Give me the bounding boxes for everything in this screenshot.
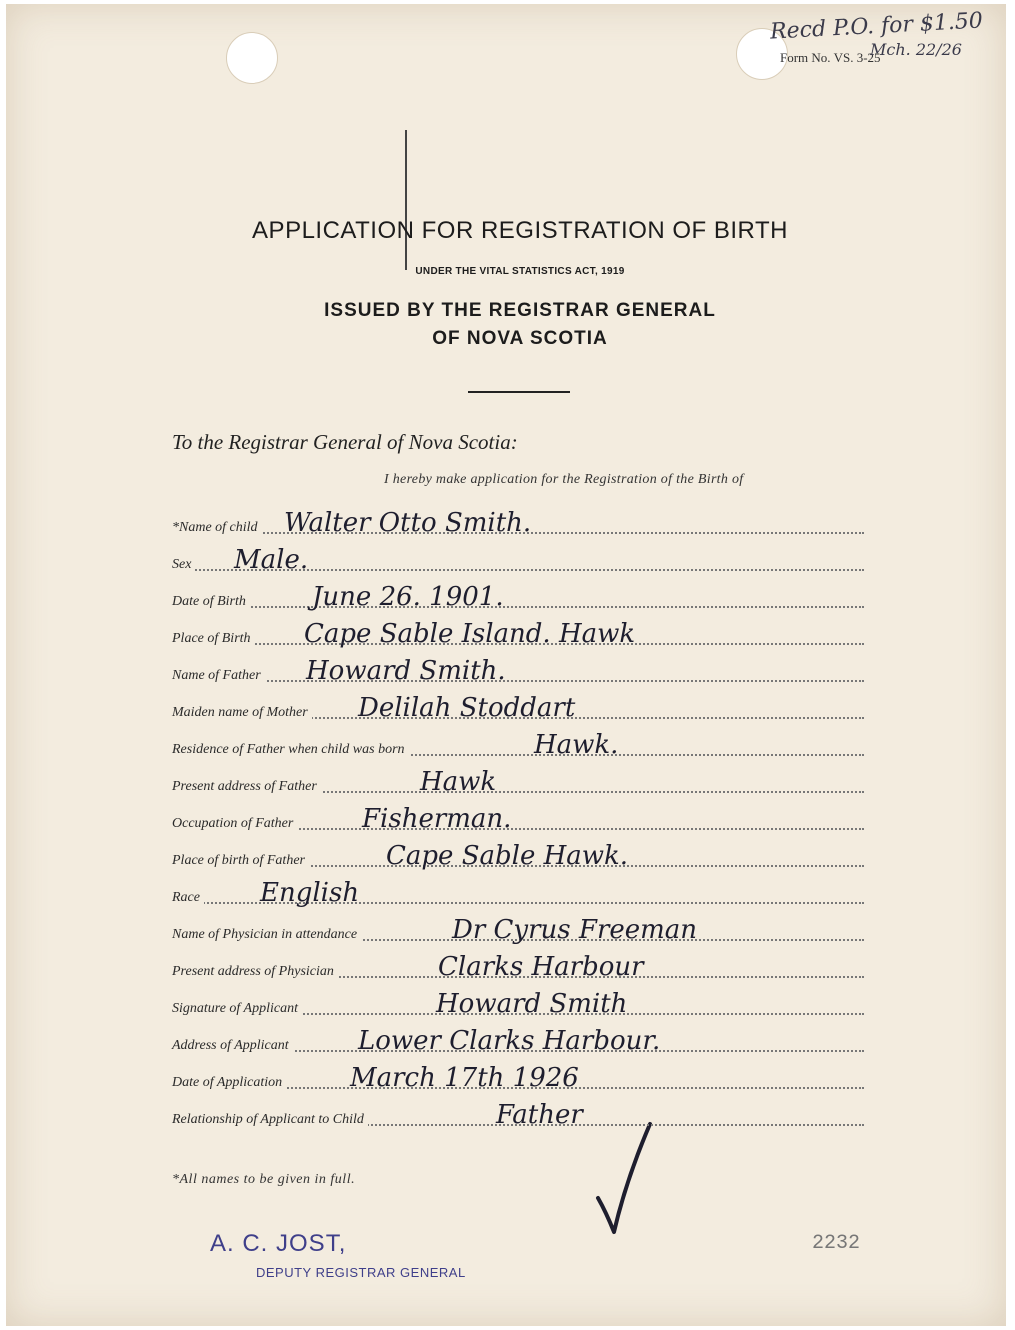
field-label: *Name of child xyxy=(172,520,262,536)
registrar-stamp-name: A. C. JOST, xyxy=(210,1230,347,1257)
field-value: Dr Cyrus Freeman xyxy=(452,915,698,945)
field-value: Hawk. xyxy=(534,730,619,760)
field-label: Address of Applicant xyxy=(172,1038,293,1054)
handwritten-payment-note: Recd P.O. for $1.50 xyxy=(769,8,984,45)
field-value: Clarks Harbour xyxy=(438,952,644,982)
intro-text: I hereby make application for the Registration of the Birth of xyxy=(384,472,744,487)
field-value: Delilah Stoddart xyxy=(358,693,576,723)
checkmark-icon xyxy=(592,1120,662,1240)
field-value: Fisherman. xyxy=(362,804,512,834)
field-label: Maiden name of Mother xyxy=(172,705,312,721)
field-label: Present address of Physician xyxy=(172,964,338,980)
field-value: Cape Sable Hawk. xyxy=(386,841,629,871)
field-label: Race xyxy=(172,890,204,906)
field-label: Date of Birth xyxy=(172,594,250,610)
field-date-of-birth xyxy=(172,582,864,612)
field-line xyxy=(172,680,864,682)
field-label: Name of Physician in attendance xyxy=(172,927,361,943)
field-value: Father xyxy=(496,1100,583,1130)
field-present-address-of-physician xyxy=(172,952,864,982)
field-label: Residence of Father when child was born xyxy=(172,742,409,758)
footnote: *All names to be given in full. xyxy=(172,1172,356,1187)
field-label: Date of Application xyxy=(172,1075,286,1091)
field-name-of-physician xyxy=(172,915,864,945)
field-address-of-applicant xyxy=(172,1026,864,1056)
field-value: June 26. 1901. xyxy=(312,582,504,612)
registrar-stamp-title: DEPUTY REGISTRAR GENERAL xyxy=(256,1265,466,1280)
field-label: Signature of Applicant xyxy=(172,1001,302,1017)
field-label: Present address of Father xyxy=(172,779,321,795)
issuer-line-2: OF NOVA SCOTIA xyxy=(432,328,608,349)
punch-hole-left xyxy=(226,32,278,84)
field-label: Place of Birth xyxy=(172,631,255,647)
field-label: Relationship of Applicant to Child xyxy=(172,1112,368,1128)
field-relationship-of-applicant xyxy=(172,1100,864,1130)
field-value: March 17th 1926 xyxy=(350,1063,579,1093)
field-line xyxy=(172,606,864,608)
field-signature-of-applicant xyxy=(172,989,864,1019)
field-name-of-father xyxy=(172,656,864,686)
field-value: Howard Smith. xyxy=(306,656,506,686)
document-subtitle: UNDER THE VITAL STATISTICS ACT, 1919 xyxy=(415,266,625,277)
field-label: Occupation of Father xyxy=(172,816,297,832)
field-label: Sex xyxy=(172,557,195,573)
field-date-of-application xyxy=(172,1063,864,1093)
document-title: APPLICATION FOR REGISTRATION OF BIRTH xyxy=(252,217,788,244)
field-residence-of-father xyxy=(172,730,864,760)
field-label: Place of birth of Father xyxy=(172,853,309,869)
handwritten-payment-date: Mch. 22/26 xyxy=(870,40,962,59)
field-value: Lower Clarks Harbour. xyxy=(358,1026,661,1056)
field-label: Name of Father xyxy=(172,668,265,684)
issuer-line-1: ISSUED BY THE REGISTRAR GENERAL xyxy=(324,300,716,321)
field-value: Male. xyxy=(234,545,309,575)
salutation: To the Registrar General of Nova Scotia: xyxy=(172,430,518,454)
title-divider xyxy=(468,391,570,393)
field-sex xyxy=(172,545,864,575)
field-value: Cape Sable Island. Hawk xyxy=(304,619,636,649)
pen-stroke xyxy=(405,130,407,270)
field-value: Howard Smith xyxy=(436,989,628,1019)
field-place-of-birth xyxy=(172,619,864,649)
field-present-address-of-father xyxy=(172,767,864,797)
field-place-of-birth-of-father xyxy=(172,841,864,871)
field-value: Hawk xyxy=(420,767,497,797)
field-occupation-of-father xyxy=(172,804,864,834)
form-code: Form No. VS. 3-25 xyxy=(780,50,881,65)
field-name-of-child xyxy=(172,508,864,538)
field-value: Walter Otto Smith. xyxy=(284,508,532,538)
field-value: English xyxy=(260,878,360,908)
field-race xyxy=(172,878,864,908)
field-maiden-name-of-mother xyxy=(172,693,864,723)
serial-number: 2232 xyxy=(812,1232,861,1255)
